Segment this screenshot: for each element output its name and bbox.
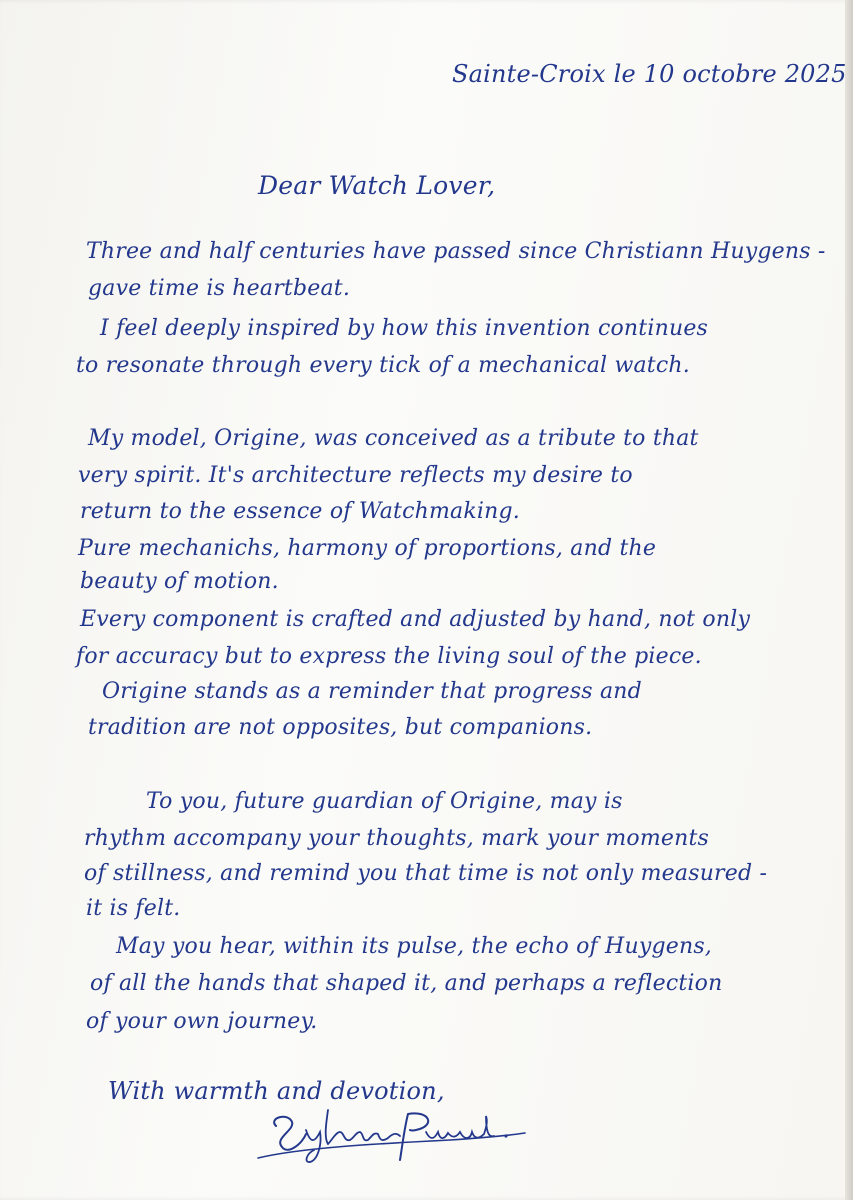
closing: With warmth and devotion, <box>108 1077 445 1105</box>
letter-line: of your own journey. <box>86 1009 318 1034</box>
letter-line: gave time is heartbeat. <box>88 276 351 301</box>
signature-drawing <box>240 1100 530 1170</box>
letter-line: My model, Origine, was conceived as a tribute to that <box>88 426 699 451</box>
letter-line: May you hear, within its pulse, the echo of Huygens, <box>116 934 712 959</box>
letter-line: beauty of motion. <box>80 569 279 594</box>
letter-line: it is felt. <box>86 896 181 921</box>
letter-line: for accuracy but to express the living soul of the piece. <box>76 644 702 669</box>
letter-line: Pure mechanichs, harmony of proportions, and the <box>78 536 657 561</box>
letter-line: return to the essence of Watchmaking. <box>80 499 520 524</box>
paper-edge <box>845 0 853 1200</box>
letter-line: Three and half centuries have passed since Christiann Huygens - <box>86 239 826 264</box>
letter-line: rhythm accompany your thoughts, mark your moments <box>84 826 710 851</box>
letter-line: tradition are not opposites, but companions. <box>88 715 593 740</box>
letter-line: very spirit. It's architecture reflects my desire to <box>78 463 633 488</box>
greeting: Dear Watch Lover, <box>258 171 496 200</box>
letter-line: I feel deeply inspired by how this invention continues <box>100 316 709 341</box>
letter-line: of all the hands that shaped it, and perhaps a reflection <box>90 971 723 996</box>
signature <box>240 1100 530 1170</box>
letter-line: To you, future guardian of Origine, may is <box>146 789 623 814</box>
letter-line: to resonate through every tick of a mechanical watch. <box>76 353 690 378</box>
letter-line: Origine stands as a reminder that progress and <box>102 679 642 704</box>
dateline: Sainte-Croix le 10 octobre 2025 <box>452 60 847 88</box>
letter-line: Every component is crafted and adjusted by hand, not only <box>80 607 751 632</box>
letter-line: of stillness, and remind you that time is not only measured - <box>84 861 768 886</box>
